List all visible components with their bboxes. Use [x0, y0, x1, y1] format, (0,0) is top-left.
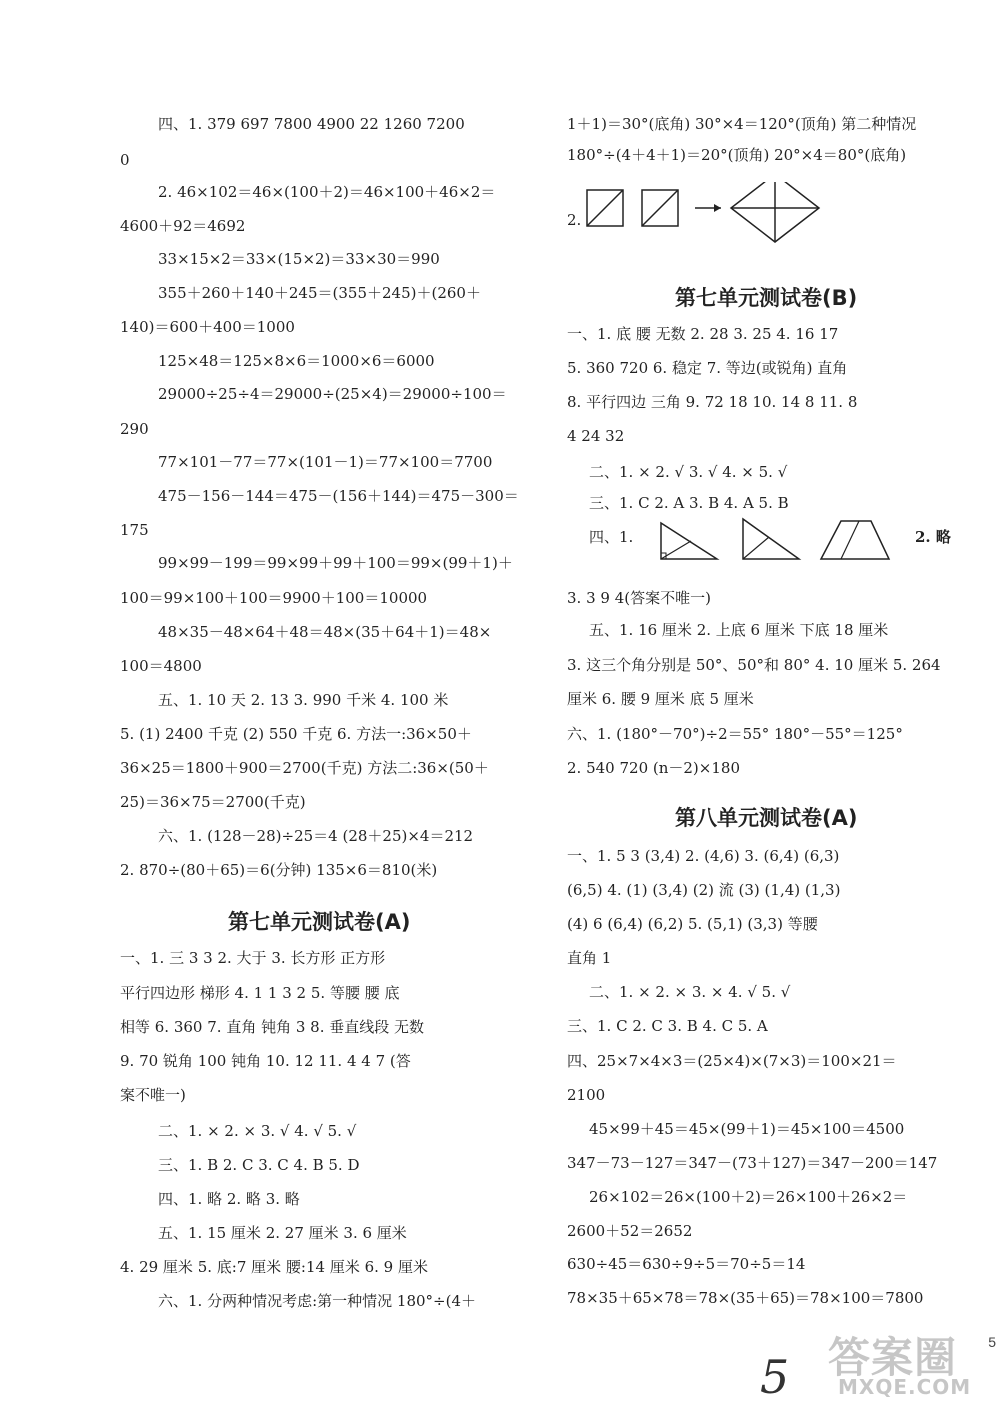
answer-line: 厘米 6. 腰 9 厘米 底 5 厘米: [567, 690, 754, 708]
answer-line: 1＋1)＝30°(底角) 30°×4＝120°(顶角) 第二种情况: [567, 115, 917, 133]
answer-line: 9. 70 锐角 100 钝角 10. 12 11. 4 4 7 (答: [120, 1052, 411, 1070]
answer-line: 5. (1) 2400 千克 (2) 550 千克 6. 方法一:36×50＋: [120, 725, 472, 743]
answer-line: 175: [120, 521, 149, 539]
answer-line: 26×102＝26×(100＋2)＝26×100＋26×2＝: [589, 1188, 908, 1206]
handwritten-mark: 5: [760, 1350, 790, 1404]
answer-line: 48×35－48×64＋48＝48×(35＋64＋1)＝48×: [158, 623, 492, 641]
answer-line: 2600＋52＝2652: [567, 1222, 693, 1240]
triangles-figure: [657, 517, 917, 567]
section-heading: 第七单元测试卷(B): [675, 286, 858, 310]
answer-line: 六、1. 分两种情况考虑:第一种情况 180°÷(4＋: [158, 1292, 476, 1310]
answer-line: 4600＋92＝4692: [120, 217, 246, 235]
answer-line: 355＋260＋140＋245＝(355＋245)＋(260＋: [158, 284, 481, 302]
answer-line: 140)＝600＋400＝1000: [120, 318, 295, 336]
answer-line: 4 24 32: [567, 427, 625, 445]
answer-line: 五、1. 15 厘米 2. 27 厘米 3. 6 厘米: [158, 1224, 407, 1242]
answer-line: 四、25×7×4×3＝(25×4)×(7×3)＝100×21＝: [567, 1052, 897, 1070]
answer-line: 二、1. × 2. × 3. × 4. √ 5. √: [589, 983, 791, 1001]
answer-line-tail: 2. 略: [915, 528, 951, 546]
answer-line: 相等 6. 360 7. 直角 钝角 3 8. 垂直线段 无数: [120, 1018, 425, 1036]
answer-line: 630÷45＝630÷9÷5＝70÷5＝14: [567, 1255, 806, 1273]
answer-line: 25)＝36×75＝2700(千克): [120, 793, 306, 811]
answer-line: 8. 平行四边 三角 9. 72 18 10. 14 8 11. 8: [567, 393, 858, 411]
answer-line: 2. 870÷(80＋65)＝6(分钟) 135×6＝810(米): [120, 861, 438, 879]
answer-line: 二、1. × 2. √ 3. √ 4. × 5. √: [589, 463, 788, 481]
watermark-sub: MXQE.COM: [838, 1375, 972, 1399]
answer-line: 180°÷(4＋4＋1)＝20°(顶角) 20°×4＝80°(底角): [567, 146, 907, 164]
answer-line: 0: [120, 151, 130, 169]
answer-line: 99×99－199＝99×99＋99＋100＝99×(99＋1)＋: [158, 554, 513, 572]
page-number: 5: [988, 1334, 996, 1350]
answer-line: 三、1. C 2. A 3. B 4. A 5. B: [589, 494, 789, 512]
answer-line: 125×48＝125×8×6＝1000×6＝6000: [158, 352, 435, 370]
answer-line: 四、1. 379 697 7800 4900 22 1260 7200: [158, 115, 465, 133]
answer-line: 475－156－144＝475－(156＋144)＝475－300＝: [158, 487, 519, 505]
answer-line: 直角 1: [567, 949, 612, 967]
answer-line: 4. 29 厘米 5. 底:7 厘米 腰:14 厘米 6. 9 厘米: [120, 1258, 428, 1276]
answer-line: 一、1. 底 腰 无数 2. 28 3. 25 4. 16 17: [567, 325, 839, 343]
answer-line: 三、1. B 2. C 3. C 4. B 5. D: [158, 1156, 360, 1174]
answer-line: (4) 6 (6,4) (6,2) 5. (5,1) (3,3) 等腰: [567, 915, 818, 933]
answer-line: 2. 540 720 (n－2)×180: [567, 759, 740, 777]
answer-line: 二、1. × 2. × 3. √ 4. √ 5. √: [158, 1122, 357, 1140]
answer-line: 5. 360 720 6. 稳定 7. 等边(或锐角) 直角: [567, 359, 848, 377]
squares-to-rhombus-figure: [585, 182, 885, 262]
answer-line: 五、1. 10 天 2. 13 3. 990 千米 4. 100 米: [158, 691, 449, 709]
answer-line: 平行四边形 梯形 4. 1 1 3 2 5. 等腰 腰 底: [120, 984, 400, 1002]
answer-line: 33×15×2＝33×(15×2)＝33×30＝990: [158, 250, 440, 268]
answer-line: 五、1. 16 厘米 2. 上底 6 厘米 下底 18 厘米: [589, 621, 889, 639]
answer-line: 347－73－127＝347－(73＋127)＝347－200＝147: [567, 1154, 938, 1172]
section-heading: 第七单元测试卷(A): [228, 910, 411, 934]
answer-line: 四、1. 略 2. 略 3. 略: [158, 1190, 300, 1208]
answer-line: 2.: [567, 211, 582, 229]
answer-line: 2100: [567, 1086, 606, 1104]
answer-line: 290: [120, 420, 149, 438]
answer-line: 100＝4800: [120, 657, 202, 675]
answer-line: 案不唯一): [120, 1086, 186, 1104]
answer-line: 一、1. 5 3 (3,4) 2. (4,6) 3. (6,4) (6,3): [567, 847, 840, 865]
answer-line: 78×35＋65×78＝78×(35＋65)＝78×100＝7800: [567, 1289, 924, 1307]
answer-line: 36×25＝1800＋900＝2700(千克) 方法二:36×(50＋: [120, 759, 489, 777]
section-heading: 第八单元测试卷(A): [675, 806, 858, 830]
answer-line: 三、1. C 2. C 3. B 4. C 5. A: [567, 1017, 768, 1035]
answer-line: 29000÷25÷4＝29000÷(25×4)＝29000÷100＝: [158, 385, 507, 403]
answer-line: 四、1.: [589, 528, 634, 546]
answer-line: 六、1. (180°－70°)÷2＝55° 180°－55°＝125°: [567, 725, 903, 743]
answer-line: (6,5) 4. (1) (3,4) (2) 流 (3) (1,4) (1,3): [567, 881, 841, 899]
answer-line: 100＝99×100＋100＝9900＋100＝10000: [120, 589, 428, 607]
watermark-logo: [828, 1325, 996, 1405]
answer-line: 77×101－77＝77×(101－1)＝77×100＝7700: [158, 453, 493, 471]
watermark-main: 答案圈: [828, 1333, 958, 1382]
answer-line: 六、1. (128－28)÷25＝4 (28＋25)×4＝212: [158, 827, 474, 845]
answer-line: 2. 46×102＝46×(100＋2)＝46×100＋46×2＝: [158, 183, 496, 201]
answer-line: 3. 这三个角分别是 50°、50°和 80° 4. 10 厘米 5. 264: [567, 656, 941, 674]
answer-line: 45×99＋45＝45×(99＋1)＝45×100＝4500: [589, 1120, 905, 1138]
answer-line: 一、1. 三 3 3 2. 大于 3. 长方形 正方形: [120, 949, 386, 967]
answer-line: 3. 3 9 4(答案不唯一): [567, 589, 711, 607]
